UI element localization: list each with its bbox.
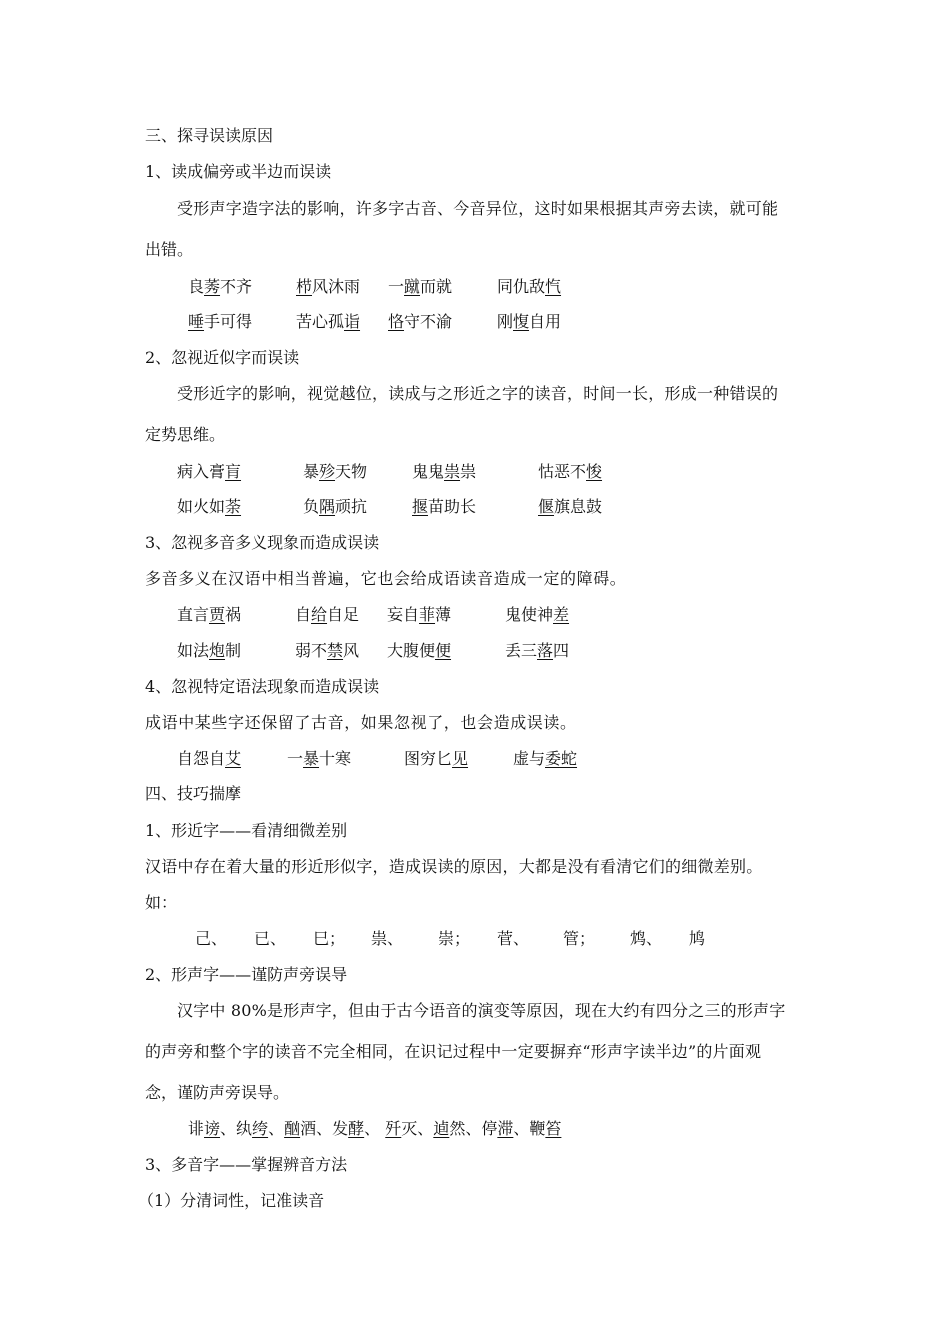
section-4-3-heading: 3、多音字——掌握辨音方法 [145, 1155, 348, 1174]
similar-char: 菅、 [497, 929, 530, 948]
similar-char: 崇； [438, 929, 471, 948]
idiom: 恪守不渝 [388, 312, 453, 331]
phonetic-word: 发酵、 [332, 1119, 381, 1138]
section-4-1-heading: 1、形近字——看清细微差别 [145, 821, 348, 840]
idiom: 偃旗息鼓 [538, 497, 603, 516]
section-4-heading: 四、技巧揣摩 [145, 784, 242, 803]
section-3-2-paragraph-line1: 受形近字的影响，视觉越位，读成与之形近之字的读音，时间一长，形成一种错误的 [177, 384, 779, 403]
section-4-1-paragraph: 汉语中存在着大量的形近形似字，造成误读的原因，大都是没有看清它们的细微差别。 [145, 857, 763, 876]
similar-char: 已、 [254, 929, 287, 948]
section-3-2-paragraph-line2: 定势思维。 [145, 425, 226, 444]
similar-char: 鸩、 [630, 929, 663, 948]
idiom: 鬼使神差 [505, 605, 570, 624]
idiom: 一蹴而就 [388, 277, 453, 296]
idiom: 怙恶不悛 [538, 462, 603, 481]
phonetic-word: 歼灭、 [385, 1119, 434, 1138]
section-3-4-paragraph: 成语中某些字还保留了古音，如果忽视了，也会造成误读。 [145, 713, 577, 732]
phonetic-word: 酗酒、 [284, 1119, 333, 1138]
section-3-heading: 三、探寻误读原因 [145, 126, 274, 145]
phonetic-examples-row [188, 1119, 561, 1139]
idiom: 自给自足 [295, 605, 360, 624]
similar-char: 鸠 [689, 929, 706, 948]
idiom: 栉风沐雨 [296, 277, 361, 296]
similar-char: 管； [563, 929, 596, 948]
section-3-3-paragraph: 多音多义在汉语中相当普遍，它也会给成语读音造成一定的障碍。 [145, 569, 627, 588]
section-4-2-heading: 2、形声字——谨防声旁误导 [145, 965, 348, 984]
idiom: 妄自菲薄 [387, 605, 452, 624]
section-4-2-paragraph-line1: 汉字中 80%是形声字，但由于古今语音的演变等原因，现在大约有四分之三的形声字 [177, 1001, 786, 1020]
idiom: 苦心孤诣 [296, 312, 361, 331]
idiom: 直言贾祸 [177, 605, 242, 624]
idiom: 唾手可得 [188, 312, 253, 331]
idiom: 暴殄天物 [303, 462, 368, 481]
phonetic-word: 纨绔、 [236, 1119, 285, 1138]
phonetic-word: 停滞、 [481, 1119, 530, 1138]
section-4-3-subheading-1: （1）分清词性，记准读音 [138, 1191, 325, 1210]
idiom: 负隅顽抗 [303, 497, 368, 516]
idiom: 病入膏肓 [177, 462, 242, 481]
phonetic-word: 鞭笞 [529, 1119, 562, 1138]
idiom: 虚与委蛇 [513, 749, 578, 768]
similar-char: 巳； [313, 929, 346, 948]
idiom: 同仇敌忾 [497, 277, 562, 296]
idiom: 图穷匕见 [404, 749, 469, 768]
section-3-1-heading: 1、读成偏旁或半边而误读 [145, 162, 332, 181]
section-3-1-paragraph-line2: 出错。 [145, 240, 194, 259]
idiom: 丢三落四 [505, 641, 570, 660]
section-3-4-heading: 4、忽视特定语法现象而造成误读 [145, 677, 380, 696]
phonetic-word: 逌然、 [433, 1119, 482, 1138]
phonetic-word: 诽谤、 [188, 1119, 237, 1138]
section-4-2-paragraph-line3: 念，谨防声旁误导。 [145, 1083, 290, 1102]
idiom: 如火如荼 [177, 497, 242, 516]
idiom: 如法炮制 [177, 641, 242, 660]
section-3-2-heading: 2、忽视近似字而误读 [145, 348, 300, 367]
idiom: 揠苗助长 [412, 497, 477, 516]
idiom: 鬼鬼祟祟 [412, 462, 477, 481]
section-4-2-paragraph-line2: 的声旁和整个字的读音不完全相同，在识记过程中一定要摒弃“形声字读半边”的片面观 [145, 1042, 762, 1061]
similar-char: 祟、 [371, 929, 404, 948]
idiom: 良莠不齐 [188, 277, 253, 296]
idiom: 弱不禁风 [295, 641, 360, 660]
section-3-3-heading: 3、忽视多音多义现象而造成误读 [145, 533, 380, 552]
idiom: 刚愎自用 [497, 312, 562, 331]
similar-char: 己、 [195, 929, 228, 948]
idiom: 自怨自艾 [177, 749, 242, 768]
idiom: 一暴十寒 [287, 749, 352, 768]
idiom: 大腹便便 [387, 641, 452, 660]
section-3-1-paragraph-line1: 受形声字造字法的影响，许多字古音、今音异位，这时如果根据其声旁去读，就可能 [177, 199, 779, 218]
section-4-1-ru: 如： [145, 893, 178, 912]
